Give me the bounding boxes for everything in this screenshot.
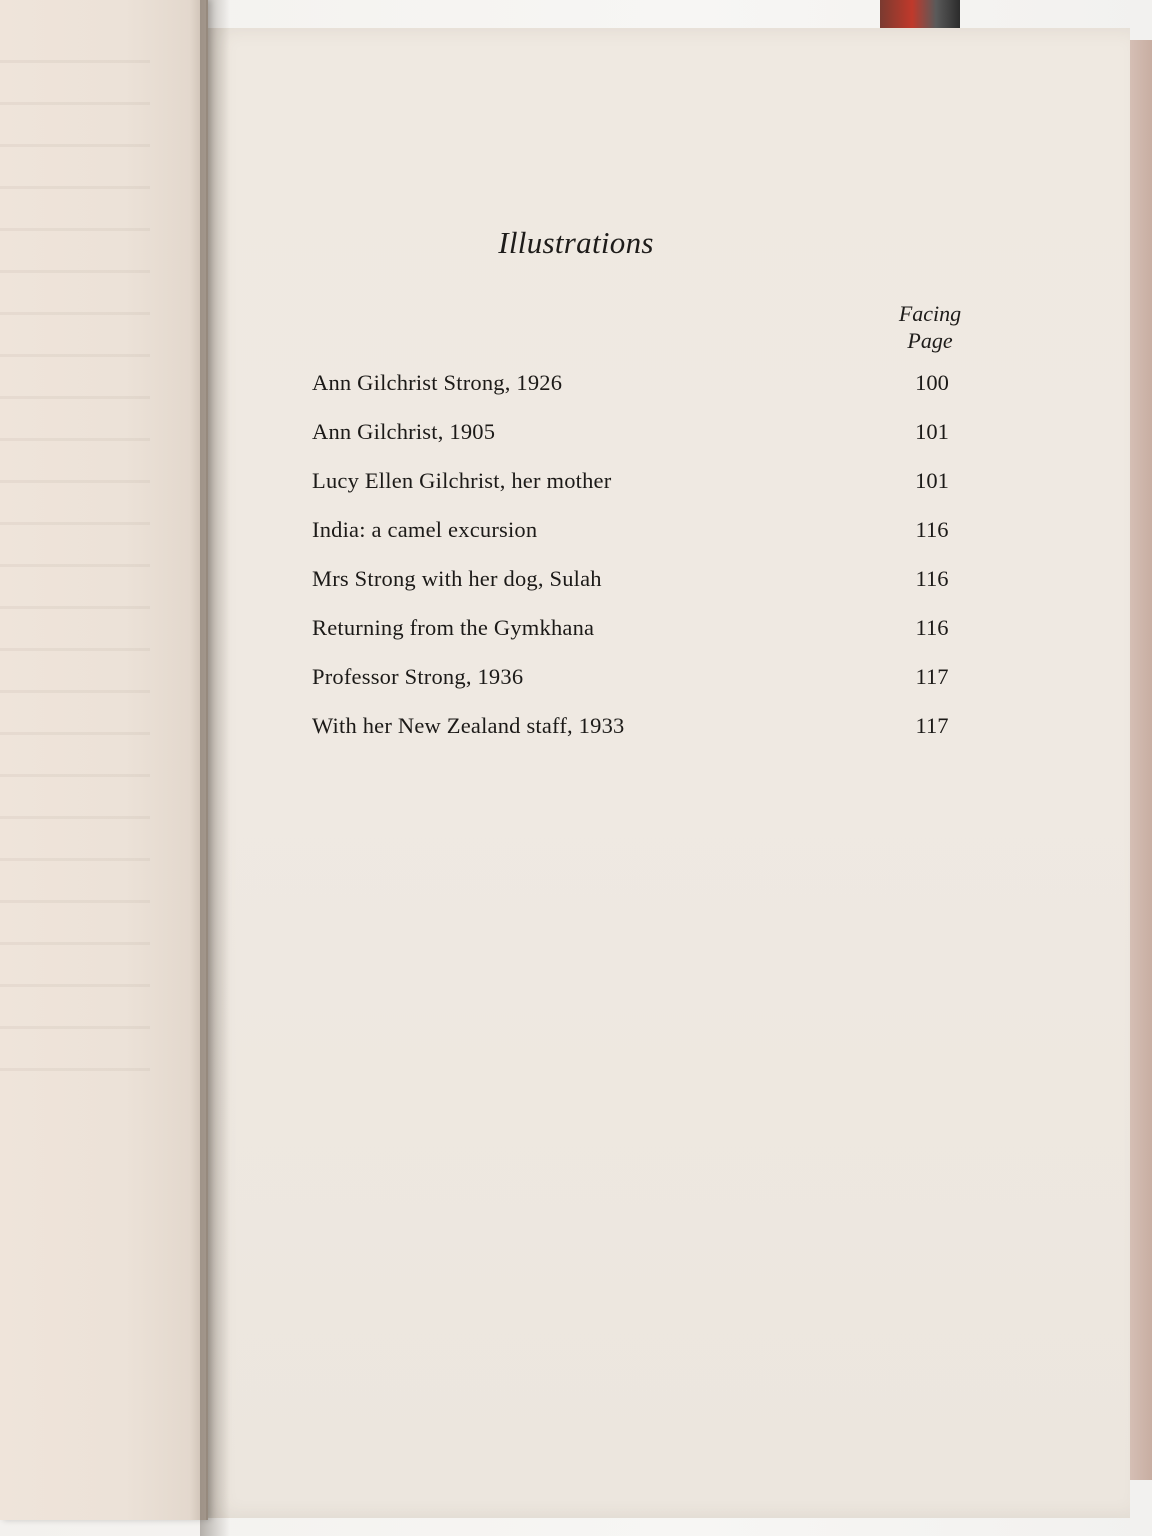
illustration-caption: Lucy Ellen Gilchrist, her mother [312,468,612,493]
facing-page-column-header [870,300,990,354]
column-header-line-2: Page [907,328,953,353]
illustration-caption: With her New Zealand staff, 1933 [312,713,625,738]
list-item [312,419,1012,468]
illustration-caption: Ann Gilchrist Strong, 1926 [312,370,563,395]
facing-page-number: 116 [915,566,949,591]
list-item [312,468,1012,517]
page-title: Illustrations [498,225,654,260]
illustration-caption: Returning from the Gymkhana [312,615,595,640]
facing-page-number: 117 [915,713,949,738]
illustration-caption: Mrs Strong with her dog, Sulah [312,566,602,591]
illustration-caption: Professor Strong, 1936 [312,664,524,689]
facing-page-number: 117 [915,664,949,689]
list-item [312,517,1012,566]
illustration-caption: Ann Gilchrist, 1905 [312,419,496,444]
facing-page-number: 101 [915,419,949,444]
list-item [312,615,1012,664]
list-item [312,566,1012,615]
illustrations-list [312,370,1012,762]
facing-page-number: 116 [915,615,949,640]
column-header-line-1: Facing [898,301,962,326]
list-item [312,664,1012,713]
facing-page-number: 100 [915,370,949,395]
list-item [312,713,1012,762]
facing-page-number: 101 [915,468,949,493]
facing-page-number: 116 [915,517,949,542]
show-through-text [0,60,150,1110]
list-item [312,370,1012,419]
illustration-caption: India: a camel excursion [312,517,538,542]
